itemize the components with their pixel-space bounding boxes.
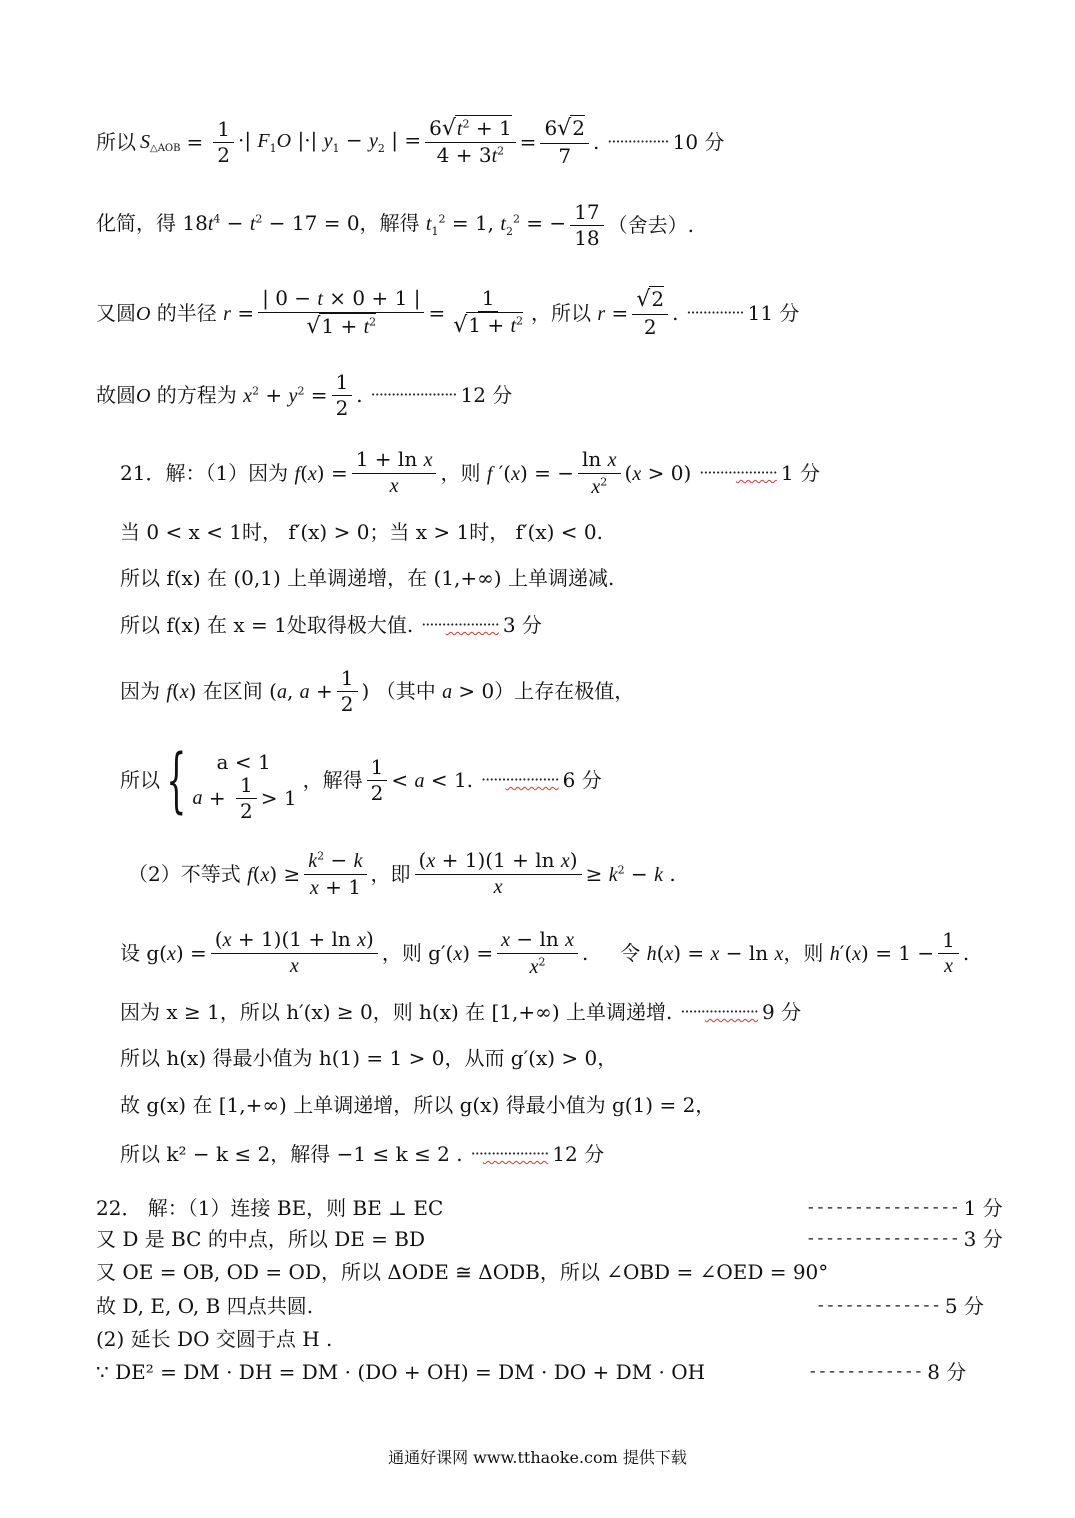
solution-line-16: 所以 k² − k ≤ 2，解得 −1 ≤ k ≤ 2 . ··················· 12 分 bbox=[120, 1142, 605, 1166]
solution-line-3: 又圆 O 的半径 r = $\frac{| 0 - t \times 0 + 1 |}{√1 + t^2}$ = $\frac{1}{√1 + t^2}$ ，所以 r = $\frac{√2}{2}$ . ·············· 11 分 bbox=[96, 285, 800, 339]
line-text: 故 g(x) 在 [1,+∞) 上单调递增，所以 g(x) 得最小值为 g(1) = 2， bbox=[120, 1093, 716, 1117]
line-text: 故 D, E, O, B 四点共圆. bbox=[96, 1294, 314, 1318]
line-text: 所以 f(x) 在 x = 1处取得极大值. bbox=[120, 613, 414, 637]
line-text: 当 0 < x < 1时， f′(x) > 0；当 x > 1时， f′(x) < 0. bbox=[120, 520, 603, 544]
score-dashes: ---------------- bbox=[806, 1230, 960, 1248]
line-text: ∵ DE² = DM · DH = DM · (DO + OH) = DM · DO + DM · OH bbox=[96, 1360, 706, 1384]
line-text: 所以 k² − k ≤ 2，解得 −1 ≤ k ≤ 2 . bbox=[120, 1142, 463, 1166]
score-label: 3 分 bbox=[963, 1227, 1003, 1251]
score-label: 12 分 bbox=[460, 383, 513, 407]
line-prefix: 所以 bbox=[96, 130, 136, 154]
line-prefix: 又圆 bbox=[96, 301, 136, 325]
score-dashes: ------------ bbox=[808, 1363, 924, 1381]
score-label: 8 分 bbox=[927, 1360, 967, 1384]
solution-line-13: 因为 x ≥ 1，所以 h′(x) ≥ 0，则 h(x) 在 [1,+∞) 上单调递增. ··················· 9 分 bbox=[120, 1000, 802, 1024]
score-label: 9 分 bbox=[762, 1000, 802, 1024]
line-text: (2) 延长 DO 交圆于点 H . bbox=[96, 1327, 333, 1351]
line-prefix: 故圆 bbox=[96, 383, 136, 407]
score-label: 11 分 bbox=[747, 301, 800, 325]
score-dashes: ------------- bbox=[816, 1297, 941, 1315]
score-label: 1 分 bbox=[963, 1196, 1003, 1220]
solution-line-12: 设 g(x) = $\frac{\text{(x + 1)(1 + ln x)}}{x}$ ，则 g′(x) = $\frac{\text{x − ln x}}{x^2}$ . 令 h(x) = x − ln x，则 h′(x) = 1 − $\frac{1}{x}$ . bbox=[120, 926, 970, 978]
solution-line-1: 所以 S △AOB = $\frac{1}{2}$ ·| $F_1O$ |·| $y_1 - y_2$ | = $\frac{6√t^2 + 1}{4 + 3t^2}$ = $\frac{6√2}{7}$ . ··············· 10 分 bbox=[96, 115, 725, 168]
solution-line-11: （2）不等式 f(x) ≥ $\frac{k^2 - k}{x + 1}$ ，即 $\frac{\text{(x + 1)(1 + ln x)}}{x}$ ≥ $k^2 - k$ . bbox=[128, 847, 676, 899]
score-label: 10 分 bbox=[672, 130, 725, 154]
line-text: 22． 解：（1）连接 BE，则 BE ⊥ EC bbox=[96, 1196, 444, 1220]
page-footer: 通通好课网 www.tthaoke.com 提供下载 bbox=[388, 1448, 687, 1467]
line-text: 所以 f(x) 在 (0,1) 上单调递增，在 (1,+∞) 上单调递减. bbox=[120, 566, 615, 590]
line-text: 又 D 是 BC 的中点，所以 DE = BD bbox=[96, 1227, 426, 1251]
score-label: 6 分 bbox=[562, 768, 602, 792]
score-label: 12 分 bbox=[552, 1142, 605, 1166]
inequality-system: a < 1 a + $\frac{1}{2}$ > 1 bbox=[192, 750, 297, 823]
score-label: 3 分 bbox=[502, 613, 542, 637]
solution-line-5: 21．解：（1）因为 f(x) = $\frac{\text{1 + ln x}}{x}$ ，则 f ′(x) = − $\frac{\text{ln x}}{x^2}$ (x > 0) ··················· 1 分 bbox=[120, 446, 820, 498]
line-text: 因为 x ≥ 1，所以 h′(x) ≥ 0，则 h(x) 在 [1,+∞) 上单调递增. bbox=[120, 1000, 673, 1024]
score-label: 5 分 bbox=[944, 1294, 984, 1318]
solution-line-22 bbox=[0, 1357, 1075, 1417]
solution-line-4: 故圆 O 的方程为 $x^2 + y^2$ = $\frac{1}{2}$ . ····················· 12 分 bbox=[96, 369, 513, 420]
solution-line-2: 化简，得 $18t^4 - t^2 - 17 = 0$，解得 $t_1^2 = 1$, $t_2^2$ = − $\frac{17}{18}$ （舍去）. bbox=[96, 199, 694, 250]
line-text: 又 OE = OB, OD = OD，所以 ΔODE ≅ ΔODB，所以 ∠OBD = ∠OED = 90° bbox=[96, 1260, 829, 1284]
score-label: 1 分 bbox=[780, 461, 820, 485]
line-prefix: 所以 bbox=[120, 768, 160, 792]
solution-line-8: 所以 f(x) 在 x = 1处取得极大值. ··················· 3 分 bbox=[120, 613, 542, 637]
line-text: 所以 h(x) 得最小值为 h(1) = 1 > 0，从而 g′(x) > 0， bbox=[120, 1046, 618, 1070]
solution-line-9: 因为 f(x) 在区间 (a, a + $\frac{1}{2}$ ) （其中 a > 0）上存在极值， bbox=[120, 665, 635, 716]
system-row-1: a < 1 bbox=[216, 750, 271, 774]
solution-line-10: 所以 { a < 1 a + $\frac{1}{2}$ > 1 ，解得 $\frac{1}{2}$ < a < 1. ··················· 6 分 bbox=[120, 739, 602, 823]
score-dashes: ---------------- bbox=[806, 1199, 960, 1217]
